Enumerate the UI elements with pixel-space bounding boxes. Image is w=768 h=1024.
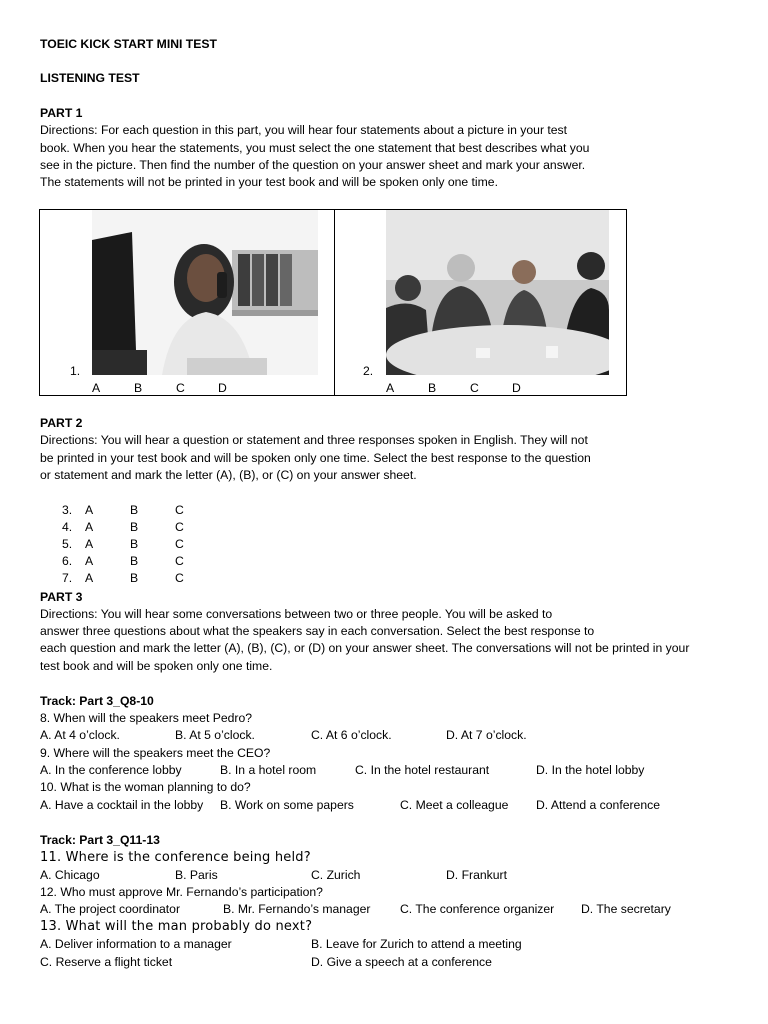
answer-option[interactable]: D. At 7 o’clock. [446, 728, 527, 742]
answer-option[interactable]: A. Deliver information to a manager [40, 937, 232, 951]
part2-directions-line: be printed in your test book and will be spoken only one time. Select the best response to the question [40, 451, 591, 465]
answer-option[interactable]: B. Mr. Fernando’s manager [223, 902, 371, 916]
answer-option[interactable]: B [134, 381, 143, 395]
office-phone-photo [92, 210, 318, 375]
answer-option[interactable]: A. At 4 o’clock. [40, 728, 120, 742]
question-text: 11. Where is the conference being held? [40, 850, 311, 865]
answer-option[interactable]: D [512, 381, 521, 395]
part2-heading: PART 2 [40, 416, 83, 430]
part3-directions-line: answer three questions about what the speakers say in each conversation. Select the best response to [40, 624, 595, 638]
answer-option[interactable]: B. In a hotel room [220, 763, 317, 777]
answer-option[interactable]: A [92, 381, 101, 395]
answer-option[interactable]: A. In the conference lobby [40, 763, 182, 777]
answer-option[interactable]: C. Meet a colleague [400, 798, 509, 812]
question-number: 5. [62, 537, 73, 551]
part3-directions-line: Directions: You will hear some conversations between two or three people. You will be asked to [40, 607, 553, 621]
answer-option[interactable]: D. Attend a conference [536, 798, 660, 812]
track-label: Track: Part 3_Q11-13 [40, 833, 160, 847]
answer-option[interactable]: D. The secretary [581, 902, 671, 916]
part3-directions-line: each question and mark the letter (A), (B), (C), or (D) on your answer sheet. The conversations will not be printed in your [40, 641, 690, 655]
part2-directions-line: or statement and mark the letter (A), (B), or (C) on your answer sheet. [40, 468, 417, 482]
question-text: 10. What is the woman planning to do? [40, 780, 251, 794]
answer-option[interactable]: B [130, 571, 139, 585]
answer-option[interactable]: C. At 6 o’clock. [311, 728, 392, 742]
picture-question-2 [334, 209, 627, 396]
answer-option[interactable]: D. Give a speech at a conference [311, 955, 492, 969]
question-number: 4. [62, 520, 73, 534]
picture-number: 1. [70, 364, 81, 378]
answer-option[interactable]: C [175, 537, 184, 551]
question-text: 13. What will the man probably do next? [40, 919, 313, 934]
part3-directions-line: test book and will be spoken only one time. [40, 659, 273, 673]
answer-option[interactable]: B. Leave for Zurich to attend a meeting [311, 937, 522, 951]
part1-directions-line: see in the picture. Then find the number of the question on your answer sheet and mark your answer. [40, 158, 586, 172]
meeting-photo [386, 210, 609, 375]
question-number: 7. [62, 571, 73, 585]
answer-option[interactable]: A. The project coordinator [40, 902, 181, 916]
answer-option[interactable]: A [85, 554, 94, 568]
answer-option[interactable]: C [175, 571, 184, 585]
part1-directions-line: Directions: For each question in this part, you will hear four statements about a picture in your test [40, 123, 568, 137]
answer-option[interactable]: A [85, 520, 94, 534]
answer-option[interactable]: B. At 5 o’clock. [175, 728, 255, 742]
answer-option[interactable]: D [218, 381, 227, 395]
answer-option[interactable]: C [175, 554, 184, 568]
track-label: Track: Part 3_Q8-10 [40, 694, 154, 708]
part3-heading: PART 3 [40, 590, 83, 604]
answer-option[interactable]: B [130, 537, 139, 551]
answer-option[interactable]: D. In the hotel lobby [536, 763, 645, 777]
answer-option[interactable]: C [470, 381, 479, 395]
question-number: 6. [62, 554, 73, 568]
answer-option[interactable]: A [85, 503, 94, 517]
answer-option[interactable]: C. In the hotel restaurant [355, 763, 490, 777]
answer-option[interactable]: A [85, 571, 94, 585]
answer-option[interactable]: B [130, 520, 139, 534]
picture-number: 2. [363, 364, 374, 378]
answer-option[interactable]: C. Zurich [311, 868, 361, 882]
part1-directions-line: book. When you hear the statements, you must select the one statement that best describes what you [40, 141, 590, 155]
answer-option[interactable]: D. Frankurt [446, 868, 507, 882]
answer-option[interactable]: C [175, 503, 184, 517]
answer-option[interactable]: C. Reserve a flight ticket [40, 955, 173, 969]
answer-option[interactable]: B [130, 503, 139, 517]
answer-option[interactable]: B [428, 381, 437, 395]
question-text: 8. When will the speakers meet Pedro? [40, 711, 253, 725]
answer-option[interactable]: A [386, 381, 395, 395]
document-title: TOEIC KICK START MINI TEST [40, 37, 217, 51]
answer-option[interactable]: A. Chicago [40, 868, 100, 882]
meeting-photo-illustration [386, 210, 609, 375]
answer-option[interactable]: A. Have a cocktail in the lobby [40, 798, 204, 812]
part1-directions-line: The statements will not be printed in your test book and will be spoken only one time. [40, 175, 498, 189]
answer-option[interactable]: C. The conference organizer [400, 902, 555, 916]
answer-option[interactable]: A [85, 537, 94, 551]
answer-option[interactable]: B. Work on some papers [220, 798, 354, 812]
question-number: 3. [62, 503, 73, 517]
answer-option[interactable]: C [176, 381, 185, 395]
office-phone-photo-illustration [92, 210, 318, 375]
answer-option[interactable]: B [130, 554, 139, 568]
picture-question-1 [39, 209, 335, 396]
question-text: 9. Where will the speakers meet the CEO? [40, 746, 271, 760]
part2-directions-line: Directions: You will hear a question or statement and three responses spoken in English. They will not [40, 433, 588, 447]
answer-option[interactable]: B. Paris [175, 868, 218, 882]
part1-heading: PART 1 [40, 106, 83, 120]
question-text: 12. Who must approve Mr. Fernando’s participation? [40, 885, 323, 899]
section-title: LISTENING TEST [40, 71, 140, 85]
answer-option[interactable]: C [175, 520, 184, 534]
